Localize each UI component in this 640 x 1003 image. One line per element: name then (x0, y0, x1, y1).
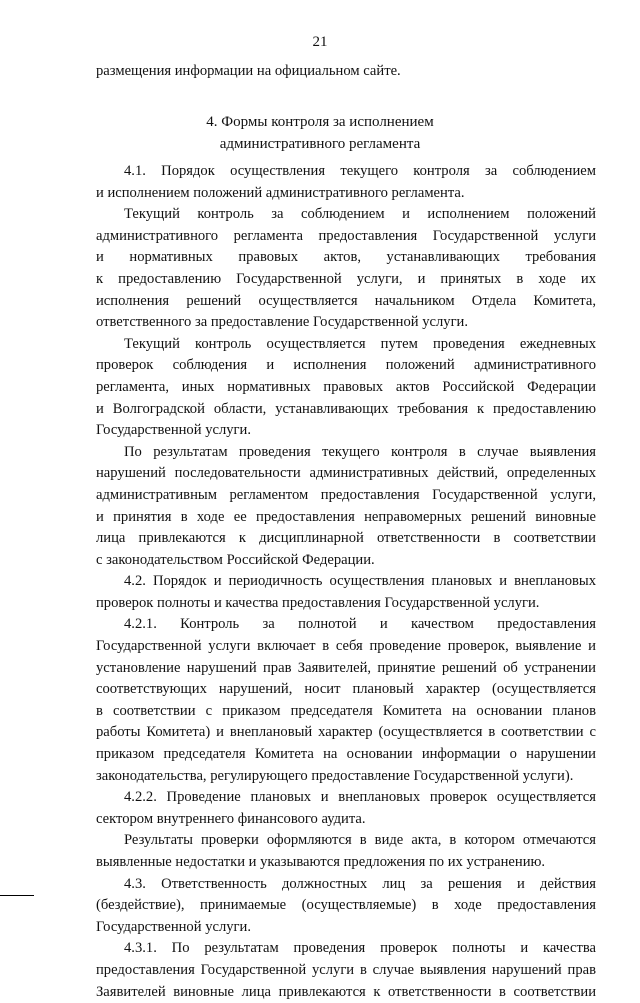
body-line: административным регламентом предоставления Государственной услуги, (96, 486, 596, 503)
body-line: Текущий контроль за соблюдением и исполнением положений (124, 206, 596, 223)
body-line: 4.3. Ответственность должностных лиц за решения и действия (124, 875, 596, 892)
body-line: сектором внутреннего финансового аудита. (96, 810, 366, 827)
body-line: и Волгоградской области, устанавливающих требования к предоставлению (96, 400, 596, 417)
document-body (96, 161, 596, 1003)
body-line: предоставления Государственной услуги в случае выявления нарушений прав (96, 961, 596, 978)
body-line: 4.3.1. По результатам проведения проверок полноты и качества (124, 940, 596, 957)
body-line: (бездействие), принимаемые (осуществляемые) в ходе предоставления (96, 897, 596, 914)
body-line: к предоставлению Государственной услуги, и принятых в ходе их (96, 270, 596, 287)
body-line: с законодательством Российской Федерации. (96, 551, 375, 568)
body-line: исполнения решений осуществляется начальником Отдела Комитета, (96, 292, 596, 309)
body-line: 4.2. Порядок и периодичность осуществления плановых и внеплановых (124, 573, 596, 590)
body-line: и нормативных правовых актов, устанавливающих требования (96, 249, 596, 266)
body-line: Государственной услуги. (96, 422, 251, 439)
body-line: и исполнением положений административного регламента. (96, 184, 465, 201)
body-line: 4.2.1. Контроль за полнотой и качеством предоставления (124, 616, 596, 633)
body-line: работы Комитета) и внеплановый характер (осуществляется в соответствии с (96, 724, 596, 741)
body-line: приказом председателя Комитета на основании информации о нарушении (96, 746, 596, 763)
section-heading (0, 112, 640, 155)
body-line: нарушений последовательности административных действий, определенных (96, 465, 596, 482)
body-line: проверок полноты и качества предоставления Государственной услуги. (96, 594, 540, 611)
body-line: По результатам проведения текущего контроля в случае выявления (124, 443, 596, 460)
body-line: Результаты проверки оформляются в виде акта, в котором отмечаются (124, 832, 596, 849)
body-line: соответствующих нарушений, носит плановый характер (осуществляется (96, 681, 596, 698)
body-line: административного регламента предоставления Государственной услуги (96, 227, 596, 244)
body-line: выявленные недостатки и указываются предложения по их устранению. (96, 854, 546, 870)
body-line: Текущий контроль осуществляется путем проведения ежедневных (124, 335, 596, 352)
body-line: Заявителей виновные лица привлекаются к ответственности в соответствии (96, 983, 596, 1000)
section-heading-line-1: 4. Формы контроля за исполнением (206, 114, 434, 130)
body-line: лица привлекаются к дисциплинарной ответственности в соответствии (96, 530, 596, 547)
body-line: в соответствии с приказом председателя Комитета на основании планов (96, 702, 596, 719)
scan-edge-mark (0, 895, 34, 896)
top-continuation-paragraph (96, 61, 596, 83)
body-line: Государственной услуги. (96, 918, 251, 935)
body-line: ответственного за предоставление Государственной услуги. (96, 314, 469, 331)
body-line: Государственной услуги включает в себя проведение проверок, выявление и (96, 638, 596, 655)
page-number: 21 (312, 34, 328, 50)
body-line: проверок соблюдения и исполнения положений административного (96, 357, 596, 374)
body-line: 4.2.2. Проведение плановых и внеплановых проверок осуществляется (124, 789, 596, 806)
section-heading-line-2: административного регламента (219, 135, 421, 152)
body-line: 4.1. Порядок осуществления текущего контроля за соблюдением (124, 163, 596, 179)
top-line: размещения информации на официальном сайте. (96, 63, 401, 79)
body-line: регламента, иных нормативных правовых актов Российской Федерации (96, 378, 596, 395)
body-line: установление нарушений прав Заявителей, принятие решений об устранении (96, 659, 596, 676)
body-line: законодательства, регулирующего предоставление Государственной услуги). (96, 767, 574, 784)
body-line: и принятия в ходе ее предоставления неправомерных решений виновные (96, 508, 596, 525)
